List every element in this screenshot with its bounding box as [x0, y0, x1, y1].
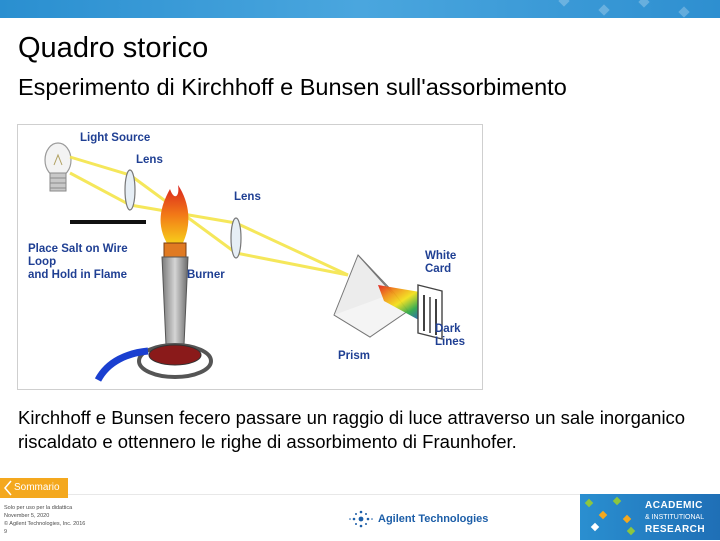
- experiment-diagram: [17, 124, 483, 390]
- program-title: RESEARCH: [645, 524, 706, 535]
- footer-note: Solo per uso per la didattica November 5, 2020 © Agilent Technologies, Inc. 2016 9: [4, 505, 86, 535]
- banner-decoration: [678, 6, 689, 17]
- label-prism: Prism: [338, 350, 370, 362]
- label-lens: Lens: [234, 191, 261, 203]
- label-light-source: Light Source: [80, 132, 151, 144]
- summary-button-label: Sommario: [14, 482, 60, 493]
- lens-icon: [231, 218, 241, 258]
- banner-decoration: [598, 4, 609, 15]
- slide-subtitle: Esperimento di Kirchhoff e Bunsen sull'assorbimento: [18, 74, 567, 100]
- light-bulb-icon: [45, 143, 71, 191]
- slide-body-text: Kirchhoff e Bunsen fecero passare un raggio di luce attraverso un sale inorganico riscaldato e ottennero le righe di assorbimento di Fraunhofer.: [18, 407, 686, 452]
- program-title: ACADEMIC: [645, 500, 703, 511]
- label-burner: Burner: [187, 269, 225, 281]
- header-banner: [0, 0, 720, 18]
- lens-icon: [125, 170, 135, 210]
- label-dark-lines: Dark Lines: [435, 323, 466, 348]
- company-name: Agilent Technologies: [378, 513, 489, 525]
- label-salt-instructions: Place Salt on Wire Loop and Hold in Flame: [28, 243, 128, 281]
- slide-title: Quadro storico: [18, 32, 209, 64]
- agilent-spark-logo-icon: [348, 508, 374, 530]
- summary-button[interactable]: [0, 478, 68, 498]
- chevron-left-icon: [2, 480, 14, 496]
- program-title: & INSTITUTIONAL: [645, 514, 705, 521]
- label-lens: Lens: [136, 154, 163, 166]
- label-white-card: White Card: [425, 250, 457, 275]
- banner-decoration: [558, 0, 569, 7]
- flame-icon: [161, 185, 189, 245]
- banner-decoration: [638, 0, 649, 8]
